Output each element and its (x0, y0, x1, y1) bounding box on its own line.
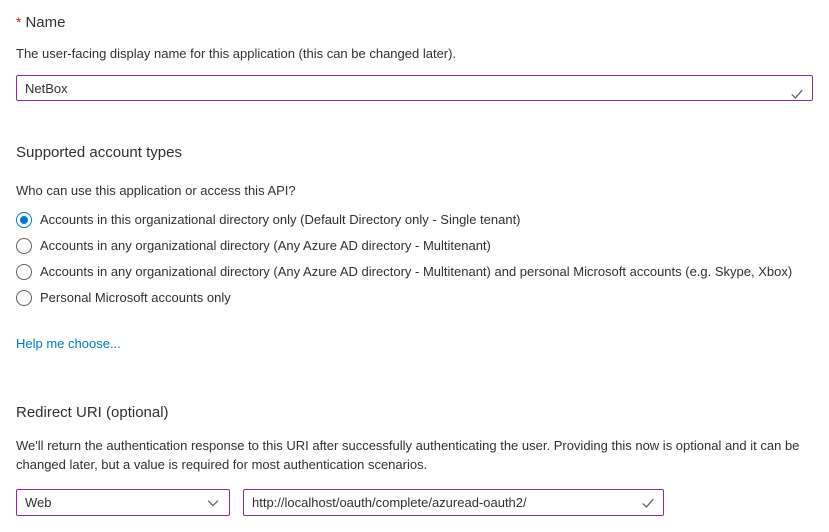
radio-label: Personal Microsoft accounts only (40, 290, 231, 305)
platform-select[interactable] (16, 489, 230, 516)
radio-button-icon[interactable] (16, 212, 32, 228)
redirect-uri-input[interactable] (243, 489, 664, 516)
platform-select-value: Web (25, 495, 52, 510)
name-section (16, 12, 813, 101)
account-types-radio-group (16, 207, 813, 311)
redirect-uri-section (16, 403, 813, 516)
redirect-uri-description: We'll return the authentication response to this URI after successfully authenticating the user. Providing this now is optional and it can be changed later, but a value is required for most authentication scenarios. (16, 438, 800, 472)
name-label (16, 12, 813, 33)
account-types-question: Who can use this application or access this API? (16, 183, 296, 198)
radio-button-icon[interactable] (16, 264, 32, 280)
supported-account-types-heading: Supported account types (16, 144, 182, 161)
redirect-uri-heading: Redirect URI (optional) (16, 404, 169, 421)
chevron-down-icon (206, 496, 220, 510)
help-me-choose-link[interactable]: Help me choose... (16, 336, 121, 351)
required-asterisk: * (16, 14, 22, 30)
name-input[interactable] (16, 75, 813, 101)
radio-multitenant[interactable] (16, 233, 813, 259)
redirect-uri-row (16, 489, 813, 516)
radio-button-icon[interactable] (16, 238, 32, 254)
radio-personal-only[interactable] (16, 285, 813, 311)
radio-button-icon[interactable] (16, 290, 32, 306)
name-field-wrap (16, 75, 813, 101)
redirect-uri-field-wrap (243, 489, 664, 516)
name-label-text: Name (25, 14, 66, 31)
name-hint: The user-facing display name for this application (this can be changed later). (16, 46, 457, 61)
radio-label: Accounts in any organizational directory (Any Azure AD directory - Multitenant) (40, 238, 491, 253)
radio-single-tenant[interactable] (16, 207, 813, 233)
radio-label: Accounts in this organizational directory only (Default Directory only - Single tenant) (40, 212, 521, 227)
supported-account-types-section (16, 143, 813, 353)
radio-label: Accounts in any organizational directory (Any Azure AD directory - Multitenant) and personal Microsoft accounts (e.g. Skype, Xbox) (40, 264, 793, 279)
radio-multitenant-personal[interactable] (16, 259, 813, 285)
